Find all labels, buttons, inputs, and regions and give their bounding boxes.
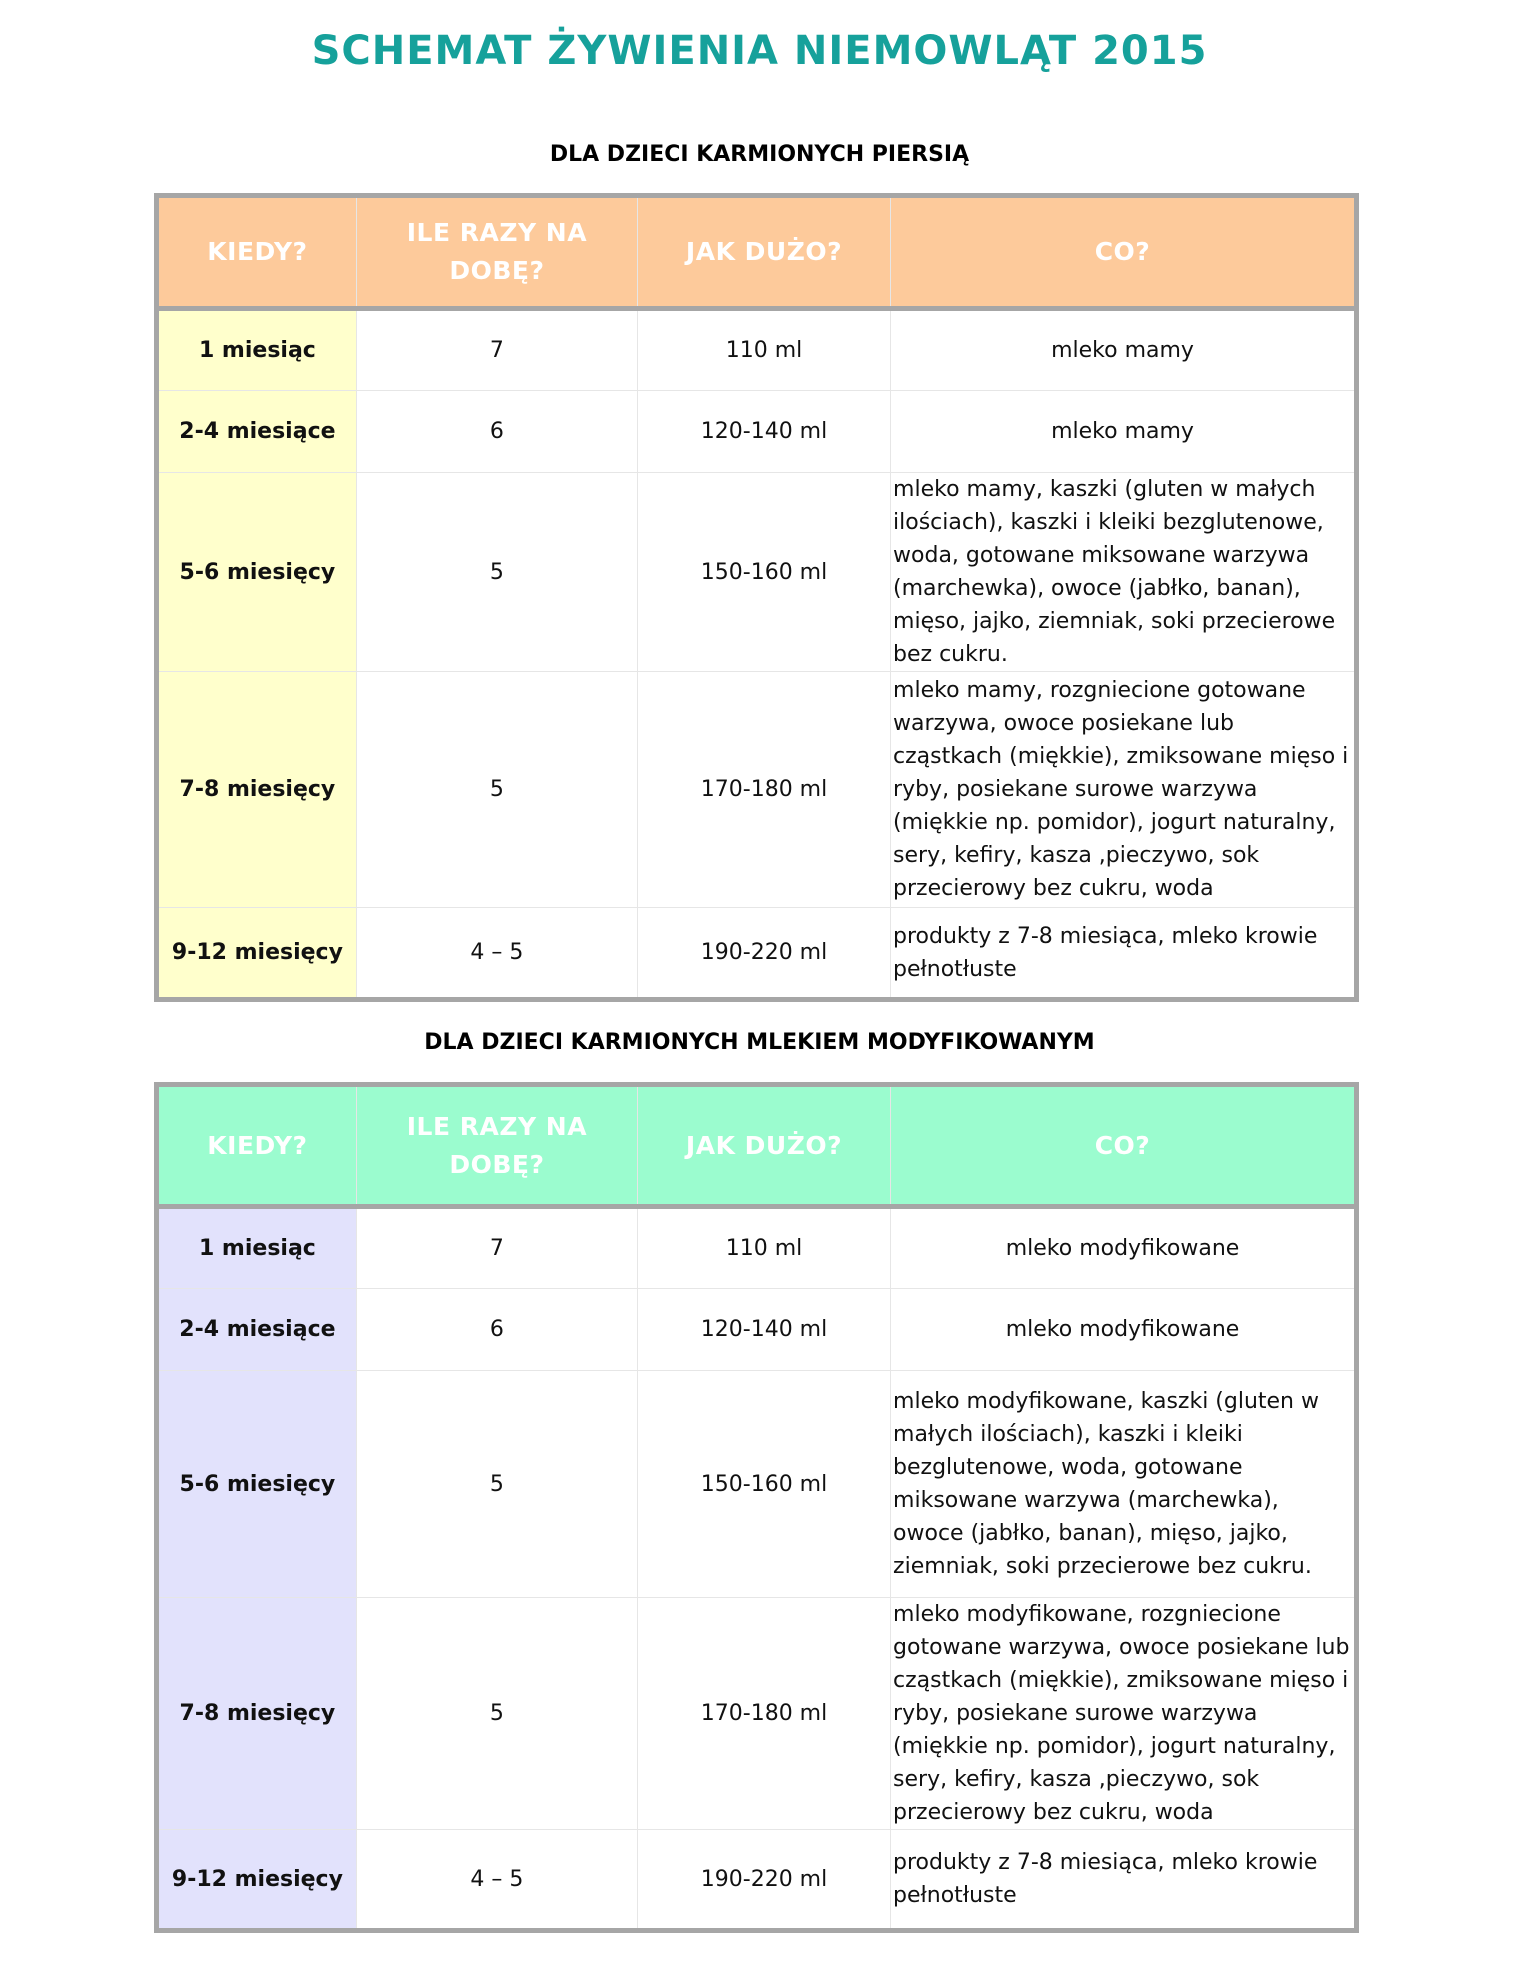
times-cell: 5: [356, 1371, 637, 1598]
age-cell: 5-6 miesięcy: [157, 1371, 357, 1598]
table-row: [157, 1598, 1357, 1830]
age-cell: 2-4 miesiące: [157, 391, 357, 473]
table-row: [157, 672, 1357, 908]
times-cell: 6: [356, 1289, 637, 1371]
table-row: [157, 1207, 1357, 1289]
amount-cell: 190-220 ml: [637, 1830, 890, 1931]
amount-cell: 110 ml: [637, 309, 890, 391]
table-row: [157, 473, 1357, 672]
amount-cell: 120-140 ml: [637, 391, 890, 473]
amount-cell: 150-160 ml: [637, 473, 890, 672]
column-header-times-per-day: ILE RAZY NA DOBĘ?: [356, 1085, 637, 1207]
age-cell: 2-4 miesiące: [157, 1289, 357, 1371]
table-row: [157, 391, 1357, 473]
column-header-what: CO?: [891, 1085, 1357, 1207]
table-row: [157, 1289, 1357, 1371]
age-cell: 1 miesiąc: [157, 1207, 357, 1289]
formula-feeding-table: [154, 1082, 1359, 1933]
times-cell: 4 – 5: [356, 908, 637, 1000]
times-cell: 5: [356, 473, 637, 672]
food-cell: mleko mamy, kaszki (gluten w małych ilościach), kaszki i kleiki bezglutenowe, woda, gotowane miksowane warzywa (marchewka), owoce (jabłko, banan), mięso, jajko, ziemniak, soki przecierowe bez cukru.: [891, 473, 1357, 672]
amount-cell: 170-180 ml: [637, 672, 890, 908]
amount-cell: 170-180 ml: [637, 1598, 890, 1830]
page-title: SCHEMAT ŻYWIENIA NIEMOWLĄT 2015: [311, 28, 1208, 74]
food-cell: mleko modyfikowane, rozgniecione gotowane warzywa, owoce posiekane lub cząstkach (miękkie), zmiksowane mięso i ryby, posiekane surowe warzywa (miękkie np. pomidor), jogurt naturalny, sery, kefiry, kasza ,pieczywo, sok przecierowy bez cukru, woda: [891, 1598, 1357, 1830]
food-cell: mleko modyfikowane: [891, 1289, 1357, 1371]
column-header-what: CO?: [891, 196, 1357, 309]
table-row: [157, 1830, 1357, 1931]
column-header-how-much: JAK DUŻO?: [637, 196, 890, 309]
times-cell: 7: [356, 1207, 637, 1289]
column-header-how-much: JAK DUŻO?: [637, 1085, 890, 1207]
column-header-when: KIEDY?: [157, 1085, 357, 1207]
amount-cell: 190-220 ml: [637, 908, 890, 1000]
food-cell: mleko modyfikowane, kaszki (gluten w małych ilościach), kaszki i kleiki bezglutenowe, woda, gotowane miksowane warzywa (marchewka), owoce (jabłko, banan), mięso, jajko, ziemniak, soki przecierowe bez cukru.: [891, 1371, 1357, 1598]
food-cell: produkty z 7-8 miesiąca, mleko krowie pełnotłuste: [891, 1830, 1357, 1931]
food-cell: mleko mamy: [891, 309, 1357, 391]
food-cell: mleko mamy: [891, 391, 1357, 473]
breastfed-feeding-table: [154, 193, 1359, 1002]
table-row: [157, 908, 1357, 1000]
amount-cell: 120-140 ml: [637, 1289, 890, 1371]
age-cell: 5-6 miesięcy: [157, 473, 357, 672]
food-cell: mleko modyfikowane: [891, 1207, 1357, 1289]
amount-cell: 150-160 ml: [637, 1371, 890, 1598]
age-cell: 9-12 miesięcy: [157, 1830, 357, 1931]
amount-cell: 110 ml: [637, 1207, 890, 1289]
section-heading-formula: DLA DZIECI KARMIONYCH MLEKIEM MODYFIKOWANYM: [424, 1030, 1095, 1055]
age-cell: 7-8 miesięcy: [157, 672, 357, 908]
food-cell: produkty z 7-8 miesiąca, mleko krowie pełnotłuste: [891, 908, 1357, 1000]
food-cell: mleko mamy, rozgniecione gotowane warzywa, owoce posiekane lub cząstkach (miękkie), zmiksowane mięso i ryby, posiekane surowe warzywa (miękkie np. pomidor), jogurt naturalny, sery, kefiry, kasza ,pieczywo, sok przecierowy bez cukru, woda: [891, 672, 1357, 908]
times-cell: 7: [356, 309, 637, 391]
column-header-when: KIEDY?: [157, 196, 357, 309]
age-cell: 1 miesiąc: [157, 309, 357, 391]
age-cell: 9-12 miesięcy: [157, 908, 357, 1000]
section-heading-breastfed: DLA DZIECI KARMIONYCH PIERSIĄ: [549, 142, 970, 167]
times-cell: 5: [356, 672, 637, 908]
age-cell: 7-8 miesięcy: [157, 1598, 357, 1830]
column-header-times-per-day: ILE RAZY NA DOBĘ?: [356, 196, 637, 309]
times-cell: 6: [356, 391, 637, 473]
times-cell: 4 – 5: [356, 1830, 637, 1931]
times-cell: 5: [356, 1598, 637, 1830]
table-row: [157, 1371, 1357, 1598]
table-row: [157, 309, 1357, 391]
